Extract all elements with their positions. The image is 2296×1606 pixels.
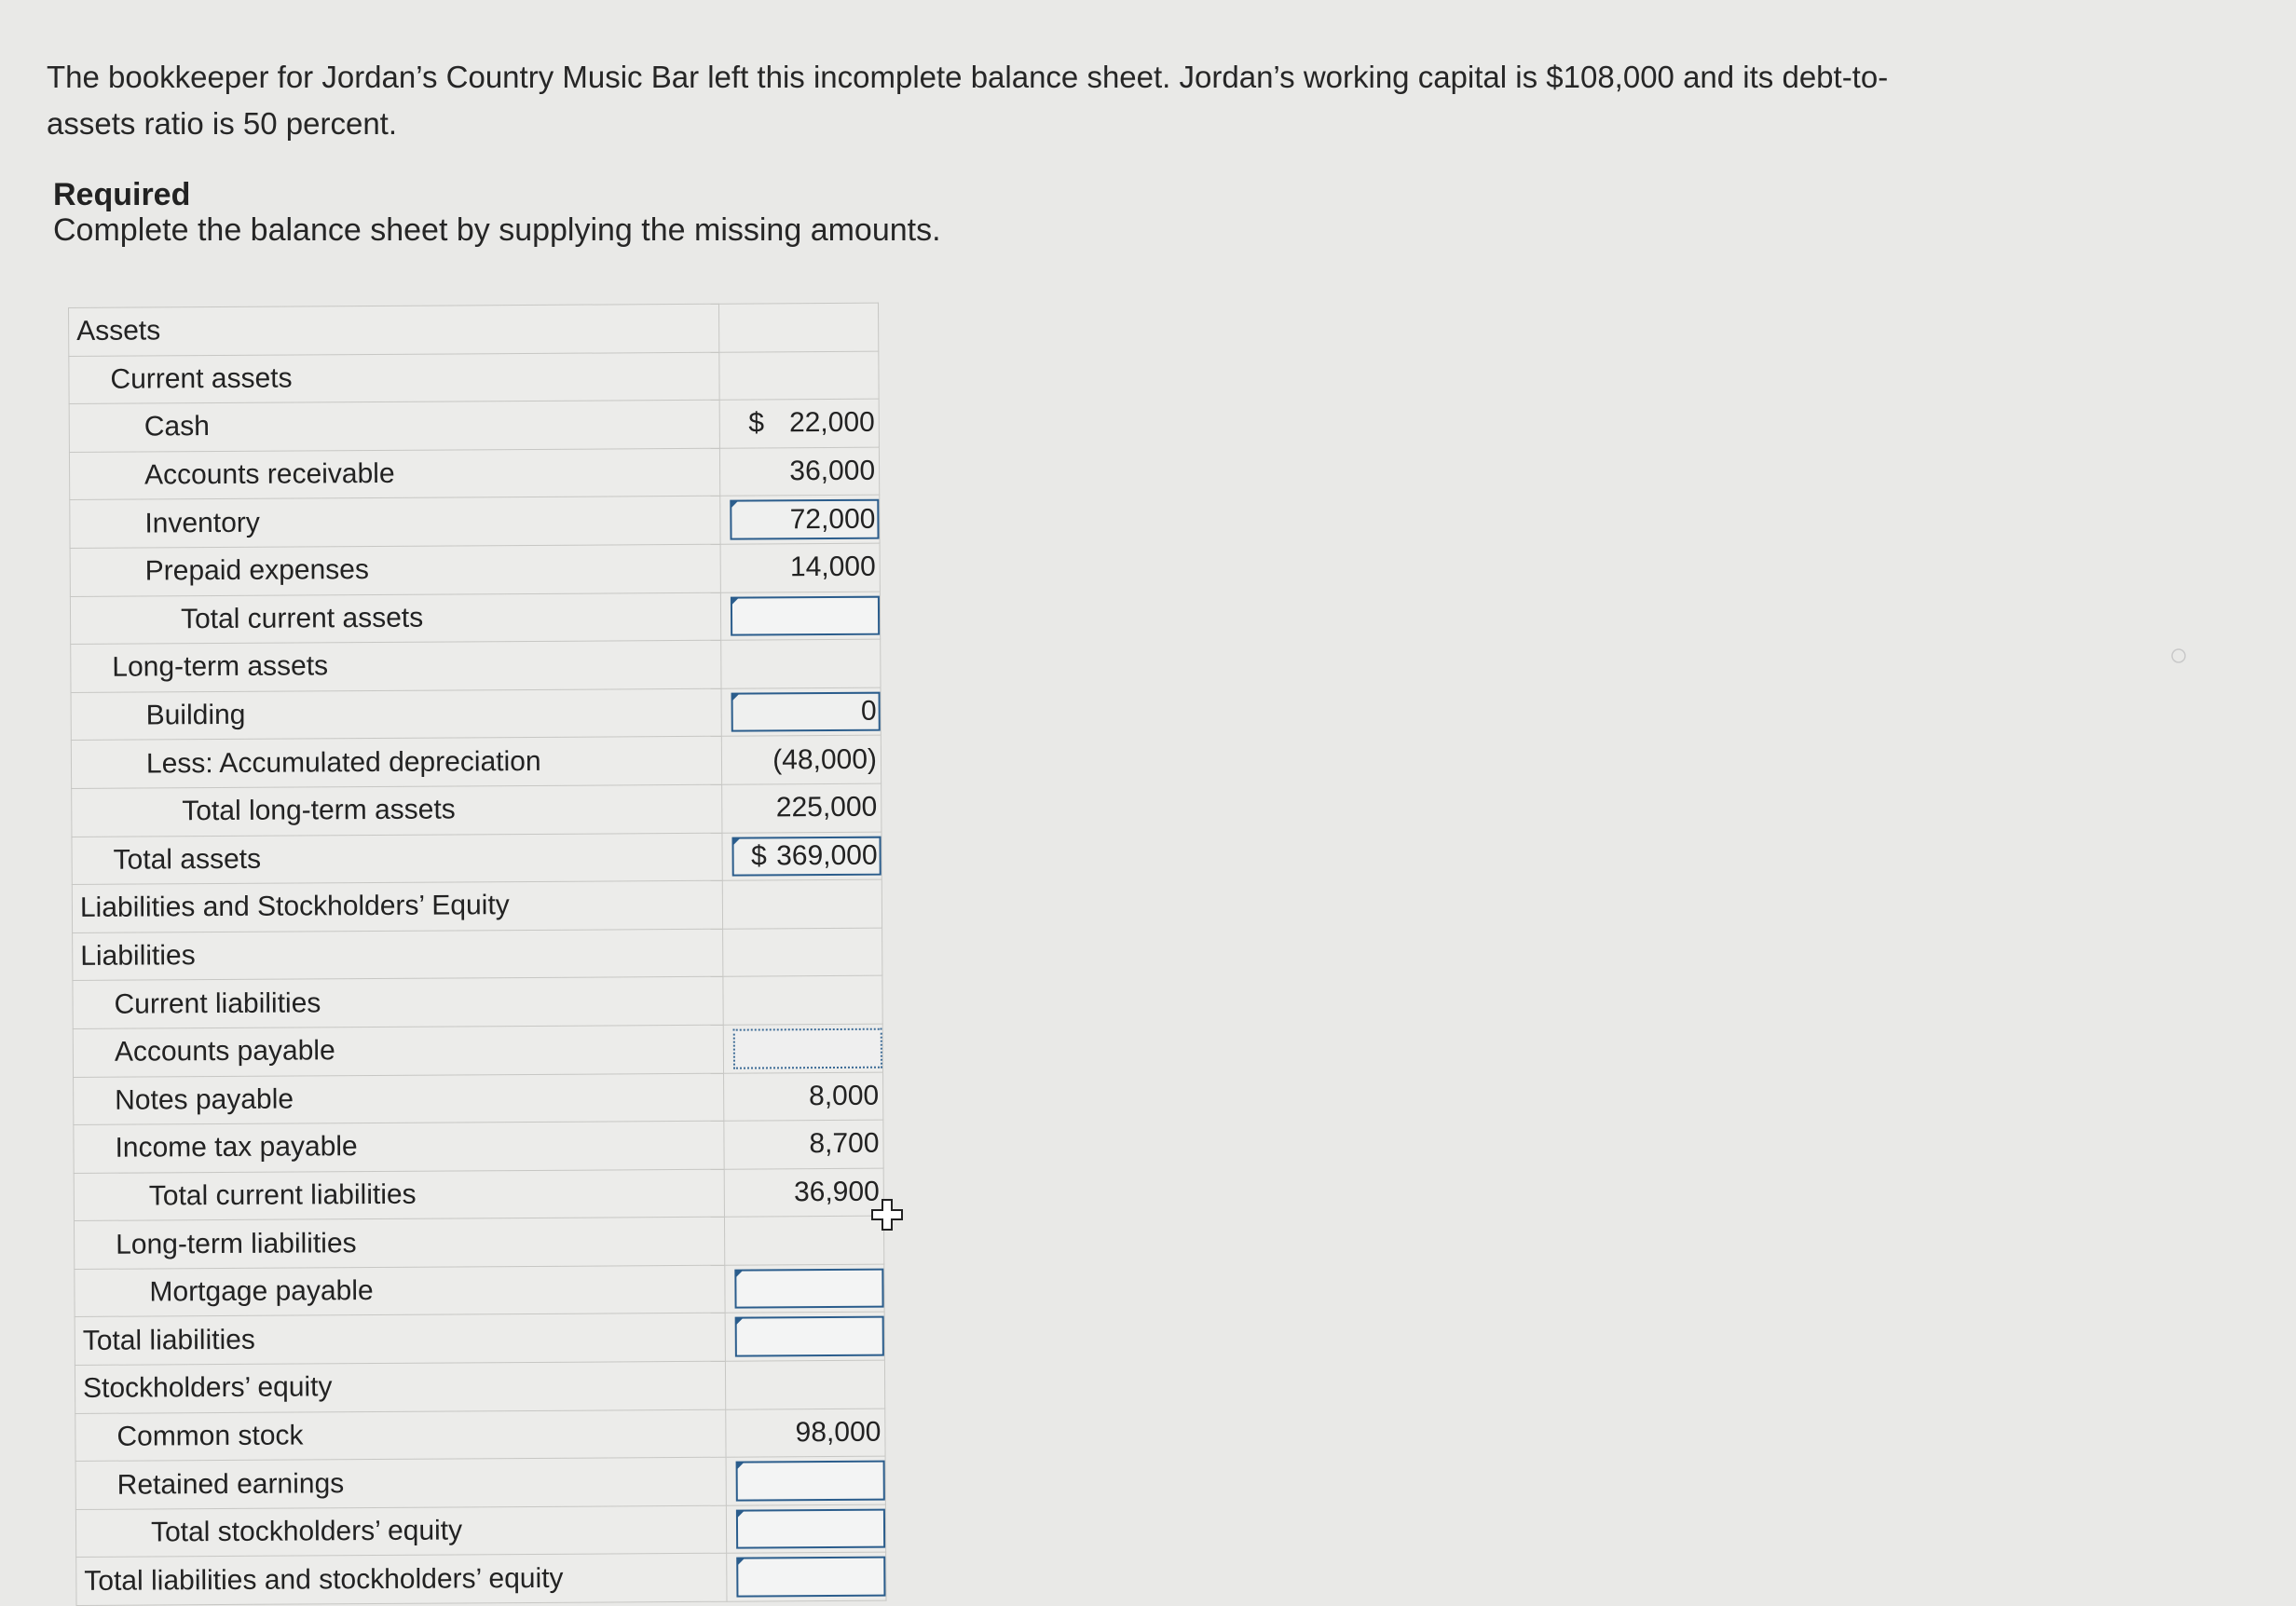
row-label: Total liabilities and stockholders’ equity xyxy=(76,1554,728,1606)
amount-cell xyxy=(723,975,882,1025)
amount-cell xyxy=(723,879,882,929)
balance-sheet-row-retained-earnings xyxy=(75,1456,885,1509)
dollar-sign: $ xyxy=(748,407,765,440)
row-label: Cash xyxy=(69,400,720,452)
amount-cell xyxy=(719,351,879,401)
balance-sheet-row-cash xyxy=(69,399,879,452)
amount-value: 0 xyxy=(860,695,877,727)
balance-sheet-row-accounts-receivable xyxy=(69,447,879,500)
amount-cell[interactable] xyxy=(722,832,882,881)
amount-input-total-stockholders-equity[interactable] xyxy=(736,1509,885,1550)
input-flag-icon xyxy=(732,693,740,701)
amount-cell[interactable] xyxy=(726,1313,885,1362)
balance-sheet-row-notes-payable xyxy=(74,1072,883,1125)
row-label: Retained earnings xyxy=(75,1457,727,1509)
amount-cell[interactable] xyxy=(727,1456,886,1505)
row-label: Inventory xyxy=(70,497,721,549)
balance-sheet-row-less-accumulated-depreciation xyxy=(71,736,881,789)
row-label: Stockholders’ equity xyxy=(75,1361,726,1413)
amount-cell xyxy=(720,399,880,448)
balance-sheet-row-accounts-payable xyxy=(73,1024,882,1077)
row-label: Prepaid expenses xyxy=(70,544,721,596)
row-label: Income tax payable xyxy=(74,1121,725,1173)
row-label: Total stockholders’ equity xyxy=(75,1505,727,1558)
amount-cell xyxy=(724,1072,883,1122)
amount-input-accounts-payable[interactable] xyxy=(733,1028,882,1069)
amount-value: 72,000 xyxy=(789,503,876,535)
balance-sheet-row-liabilities xyxy=(73,928,882,981)
amount-value: 22,000 xyxy=(788,407,875,439)
balance-sheet-row-total-current-liabilities xyxy=(74,1168,883,1221)
amount-value: 8,700 xyxy=(809,1128,880,1160)
balance-sheet-row-long-term-assets xyxy=(71,639,881,692)
balance-sheet-row-current-assets xyxy=(69,351,879,404)
amount-value: 369,000 xyxy=(776,839,878,872)
amount-value: 36,900 xyxy=(793,1176,880,1208)
amount-input-total-current-assets[interactable] xyxy=(731,595,880,636)
amount-value: 8,000 xyxy=(809,1080,880,1111)
amount-cell[interactable] xyxy=(721,592,881,641)
input-flag-icon xyxy=(733,837,741,845)
amount-cell[interactable] xyxy=(721,687,881,737)
amount-cell xyxy=(720,447,880,497)
input-flag-icon xyxy=(738,1558,745,1566)
balance-sheet-row-stockholders-equity xyxy=(75,1360,884,1413)
input-flag-icon xyxy=(736,1318,744,1326)
amount-cell xyxy=(723,928,882,977)
amount-value: 36,000 xyxy=(789,455,876,487)
amount-cell[interactable] xyxy=(727,1553,886,1602)
amount-cell xyxy=(722,783,882,833)
row-label: Notes payable xyxy=(74,1073,725,1125)
balance-sheet-row-liabilities-and-stockholders-equity xyxy=(72,879,882,932)
input-flag-icon xyxy=(736,1270,744,1277)
amount-cell xyxy=(719,303,879,352)
amount-cell xyxy=(721,639,881,688)
row-label: Long-term liabilities xyxy=(74,1217,725,1269)
amount-value: 98,000 xyxy=(795,1416,882,1449)
balance-sheet-row-common-stock xyxy=(75,1409,885,1462)
balance-sheet-row-inventory xyxy=(70,496,880,549)
row-label: Current assets xyxy=(69,352,720,404)
problem-statement: The bookkeeper for Jordan’s Country Music Bar left this incomplete balance sheet. Jordan’s working capital is $108,000 and its debt-to-assets ratio is 50 percent. xyxy=(47,60,1889,141)
amount-input-total-liabilities-and-stockholders-equity[interactable] xyxy=(737,1557,886,1598)
row-label: Total long-term assets xyxy=(72,784,723,837)
row-label: Liabilities and Stockholders’ Equity xyxy=(72,880,723,932)
input-flag-icon xyxy=(731,597,739,605)
amount-cell xyxy=(721,543,881,592)
row-label: Current liabilities xyxy=(73,977,724,1029)
balance-sheet-row-total-assets xyxy=(72,832,882,885)
amount-cell[interactable] xyxy=(724,1024,883,1073)
required-instructions: Complete the balance sheet by supplying the missing amounts. xyxy=(53,212,941,248)
balance-sheet-row-prepaid-expenses xyxy=(70,543,880,596)
row-label: Liabilities xyxy=(73,929,724,981)
balance-sheet-row-assets xyxy=(69,303,879,356)
amount-cell[interactable] xyxy=(725,1264,884,1313)
row-label: Assets xyxy=(69,304,720,356)
input-flag-icon xyxy=(737,1510,745,1518)
amount-cell xyxy=(726,1409,885,1458)
balance-sheet-row-building xyxy=(71,687,881,741)
balance-sheet-row-long-term-liabilities xyxy=(74,1216,883,1269)
row-label: Total liabilities xyxy=(75,1313,726,1366)
row-label: Long-term assets xyxy=(71,640,722,692)
balance-sheet-row-total-liabilities-and-stockholders-equity xyxy=(76,1553,886,1606)
row-label: Less: Accumulated depreciation xyxy=(71,737,722,789)
amount-input-mortgage-payable[interactable] xyxy=(735,1269,884,1310)
amount-value: 14,000 xyxy=(789,551,876,583)
amount-cell xyxy=(725,1216,884,1265)
amount-value: (48,000) xyxy=(772,743,878,776)
dollar-sign: $ xyxy=(750,840,767,872)
balance-sheet-table xyxy=(68,303,886,1606)
row-label: Accounts payable xyxy=(73,1025,724,1077)
amount-input-retained-earnings[interactable] xyxy=(736,1461,885,1502)
amount-value: 225,000 xyxy=(775,791,878,823)
decorative-mark-icon xyxy=(2169,646,2188,665)
amount-cell[interactable] xyxy=(727,1504,886,1554)
balance-sheet-row-total-stockholders-equity xyxy=(75,1504,885,1558)
balance-sheet-row-total-liabilities xyxy=(75,1313,884,1366)
row-label: Total assets xyxy=(72,833,723,885)
amount-cell xyxy=(722,736,882,785)
balance-sheet-row-current-liabilities xyxy=(73,975,882,1028)
amount-input-building[interactable] xyxy=(731,691,881,732)
input-flag-icon xyxy=(737,1463,745,1470)
row-label: Total current assets xyxy=(70,592,721,645)
input-flag-icon xyxy=(731,501,739,509)
row-label: Common stock xyxy=(75,1409,727,1462)
row-label: Accounts receivable xyxy=(69,448,720,500)
balance-sheet-row-income-tax-payable xyxy=(74,1120,883,1173)
balance-sheet-row-total-current-assets xyxy=(70,592,880,645)
plus-cursor-icon xyxy=(870,1198,904,1232)
amount-input-total-liabilities[interactable] xyxy=(735,1316,884,1357)
row-label: Building xyxy=(71,688,722,741)
row-label: Total current liabilities xyxy=(74,1169,725,1221)
row-label: Mortgage payable xyxy=(75,1265,726,1317)
amount-cell xyxy=(726,1360,885,1409)
balance-sheet-row-total-long-term-assets xyxy=(72,783,882,837)
amount-cell xyxy=(724,1120,883,1169)
balance-sheet-row-mortgage-payable xyxy=(75,1264,884,1317)
required-heading: Required xyxy=(53,177,191,212)
amount-cell xyxy=(725,1168,884,1218)
amount-cell[interactable] xyxy=(720,496,880,545)
